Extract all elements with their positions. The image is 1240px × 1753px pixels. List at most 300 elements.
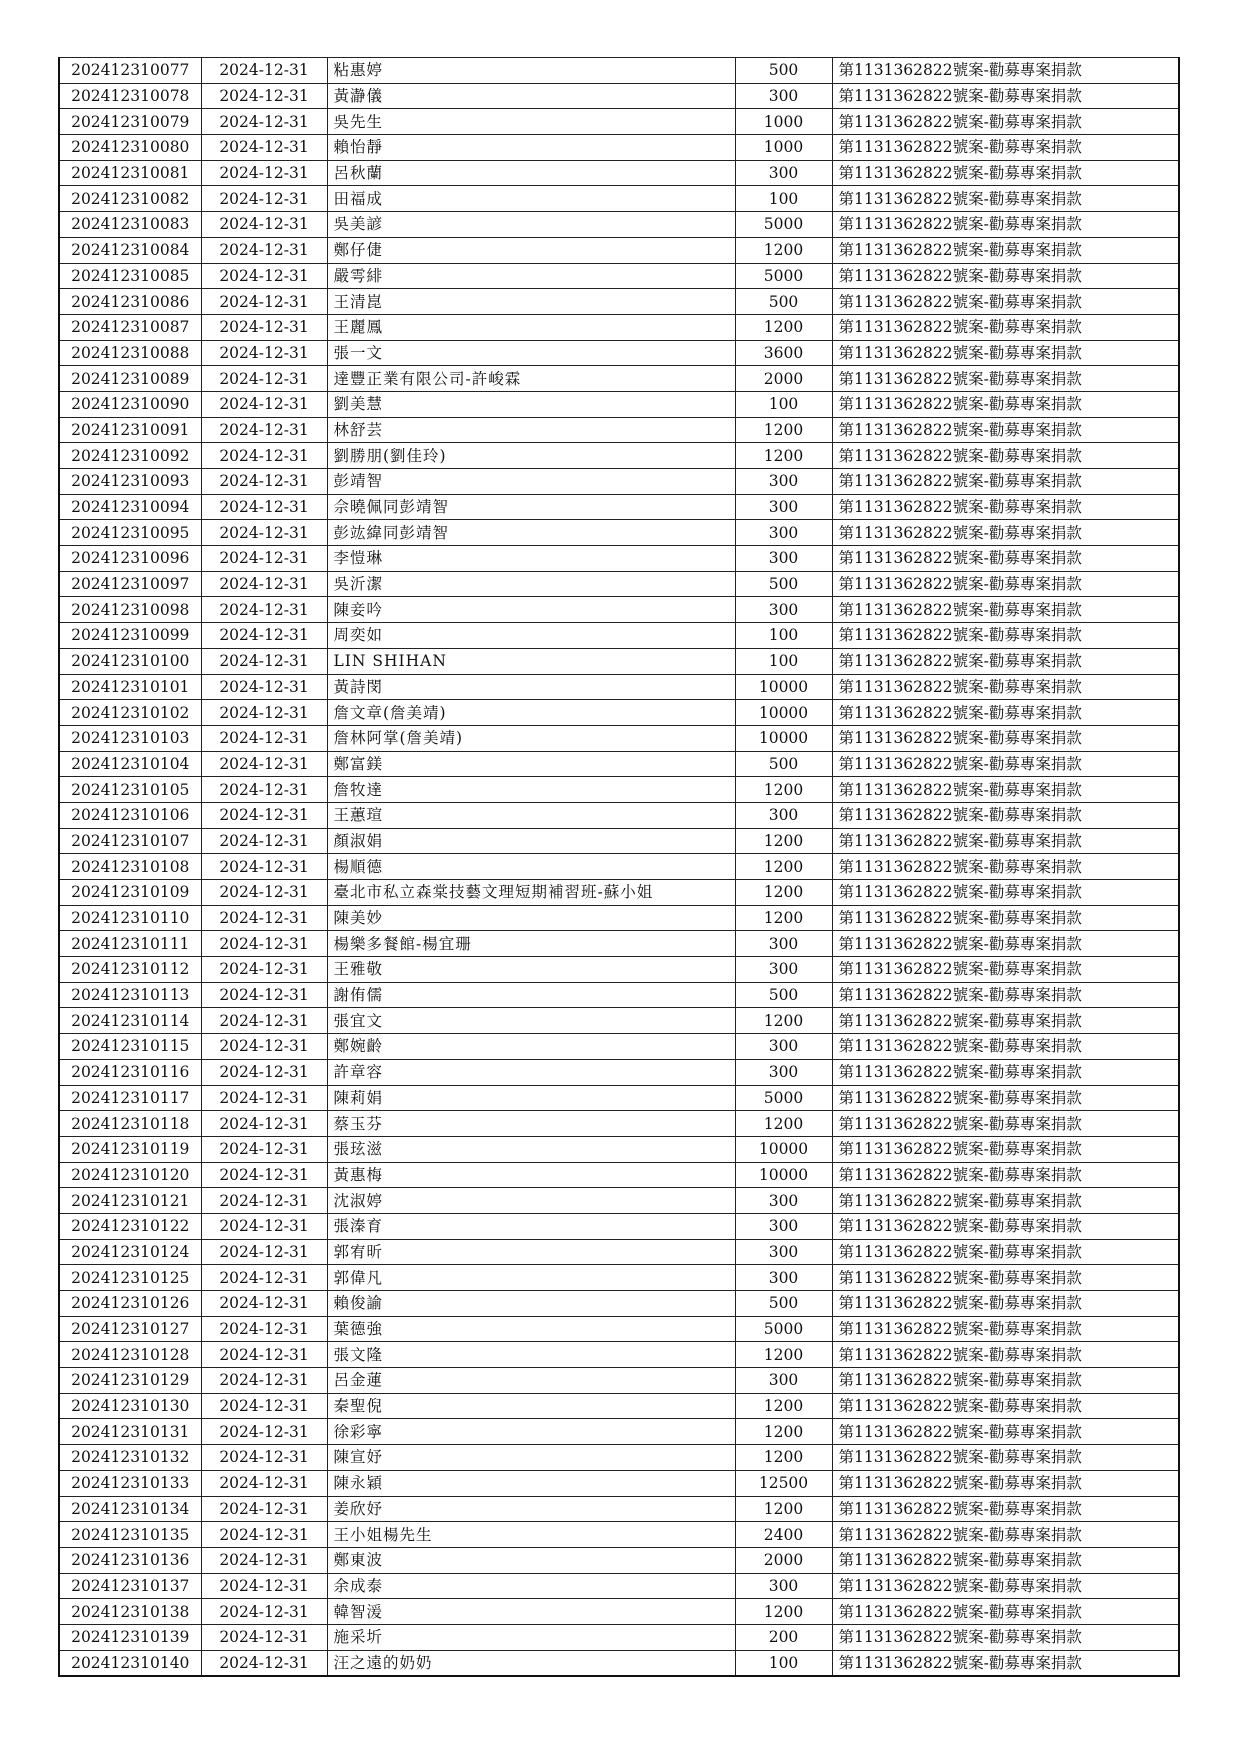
purpose-cell: 第1131362822號案-勸募專案捐款 bbox=[832, 828, 1179, 854]
amount-cell: 300 bbox=[735, 1265, 832, 1291]
donor-name-cell: 黃詩閔 bbox=[327, 674, 735, 700]
donation-date-cell: 2024-12-31 bbox=[201, 725, 327, 751]
purpose-cell: 第1131362822號案-勸募專案捐款 bbox=[832, 880, 1179, 906]
purpose-cell: 第1131362822號案-勸募專案捐款 bbox=[832, 931, 1179, 957]
amount-cell: 300 bbox=[735, 83, 832, 109]
amount-cell: 300 bbox=[735, 1034, 832, 1060]
amount-cell: 1200 bbox=[735, 1445, 832, 1471]
receipt-number-cell: 202412310104 bbox=[59, 751, 201, 777]
donation-date-cell: 2024-12-31 bbox=[201, 854, 327, 880]
purpose-cell: 第1131362822號案-勸募專案捐款 bbox=[832, 1213, 1179, 1239]
receipt-number-cell: 202412310124 bbox=[59, 1239, 201, 1265]
amount-cell: 300 bbox=[735, 597, 832, 623]
table-row bbox=[59, 648, 1179, 674]
amount-cell: 10000 bbox=[735, 700, 832, 726]
donation-date-cell: 2024-12-31 bbox=[201, 623, 327, 649]
amount-cell: 1200 bbox=[735, 443, 832, 469]
amount-cell: 1200 bbox=[735, 1342, 832, 1368]
donation-date-cell: 2024-12-31 bbox=[201, 1368, 327, 1394]
receipt-number-cell: 202412310096 bbox=[59, 546, 201, 572]
receipt-number-cell: 202412310125 bbox=[59, 1265, 201, 1291]
donation-date-cell: 2024-12-31 bbox=[201, 1136, 327, 1162]
donation-date-cell: 2024-12-31 bbox=[201, 1162, 327, 1188]
donor-name-cell: 鄭仔倢 bbox=[327, 237, 735, 263]
purpose-cell: 第1131362822號案-勸募專案捐款 bbox=[832, 1162, 1179, 1188]
purpose-cell: 第1131362822號案-勸募專案捐款 bbox=[832, 1419, 1179, 1445]
donor-name-cell: 劉美慧 bbox=[327, 391, 735, 417]
donor-name-cell: 陳宣妤 bbox=[327, 1445, 735, 1471]
donation-date-cell: 2024-12-31 bbox=[201, 1599, 327, 1625]
table-row bbox=[59, 982, 1179, 1008]
donor-name-cell: 姜欣妤 bbox=[327, 1496, 735, 1522]
donation-date-cell: 2024-12-31 bbox=[201, 1650, 327, 1676]
receipt-number-cell: 202412310112 bbox=[59, 957, 201, 983]
purpose-cell: 第1131362822號案-勸募專案捐款 bbox=[832, 854, 1179, 880]
table-body bbox=[59, 58, 1179, 1677]
table-row bbox=[59, 391, 1179, 417]
donor-name-cell: 汪之遠的奶奶 bbox=[327, 1650, 735, 1676]
purpose-cell: 第1131362822號案-勸募專案捐款 bbox=[832, 391, 1179, 417]
donor-name-cell: 吳沂潔 bbox=[327, 571, 735, 597]
purpose-cell: 第1131362822號案-勸募專案捐款 bbox=[832, 263, 1179, 289]
table-row bbox=[59, 1573, 1179, 1599]
donation-date-cell: 2024-12-31 bbox=[201, 520, 327, 546]
receipt-number-cell: 202412310082 bbox=[59, 186, 201, 212]
receipt-number-cell: 202412310111 bbox=[59, 931, 201, 957]
table-row bbox=[59, 1059, 1179, 1085]
amount-cell: 10000 bbox=[735, 1162, 832, 1188]
amount-cell: 1200 bbox=[735, 854, 832, 880]
donation-date-cell: 2024-12-31 bbox=[201, 109, 327, 135]
amount-cell: 1200 bbox=[735, 905, 832, 931]
donor-name-cell: 陳永穎 bbox=[327, 1470, 735, 1496]
receipt-number-cell: 202412310126 bbox=[59, 1291, 201, 1317]
amount-cell: 300 bbox=[735, 1573, 832, 1599]
table-row bbox=[59, 1393, 1179, 1419]
amount-cell: 1200 bbox=[735, 1111, 832, 1137]
purpose-cell: 第1131362822號案-勸募專案捐款 bbox=[832, 1470, 1179, 1496]
donation-date-cell: 2024-12-31 bbox=[201, 263, 327, 289]
donor-name-cell: 嚴雩緋 bbox=[327, 263, 735, 289]
receipt-number-cell: 202412310122 bbox=[59, 1213, 201, 1239]
amount-cell: 1200 bbox=[735, 1393, 832, 1419]
donation-date-cell: 2024-12-31 bbox=[201, 751, 327, 777]
purpose-cell: 第1131362822號案-勸募專案捐款 bbox=[832, 186, 1179, 212]
receipt-number-cell: 202412310100 bbox=[59, 648, 201, 674]
donation-date-cell: 2024-12-31 bbox=[201, 135, 327, 161]
purpose-cell: 第1131362822號案-勸募專案捐款 bbox=[832, 1573, 1179, 1599]
donor-name-cell: 鄭富鎂 bbox=[327, 751, 735, 777]
table-row bbox=[59, 1650, 1179, 1676]
amount-cell: 300 bbox=[735, 1213, 832, 1239]
donation-date-cell: 2024-12-31 bbox=[201, 1059, 327, 1085]
table-row bbox=[59, 623, 1179, 649]
purpose-cell: 第1131362822號案-勸募專案捐款 bbox=[832, 546, 1179, 572]
table-row bbox=[59, 1445, 1179, 1471]
purpose-cell: 第1131362822號案-勸募專案捐款 bbox=[832, 623, 1179, 649]
table-row bbox=[59, 1239, 1179, 1265]
purpose-cell: 第1131362822號案-勸募專案捐款 bbox=[832, 777, 1179, 803]
receipt-number-cell: 202412310119 bbox=[59, 1136, 201, 1162]
donation-ledger bbox=[58, 57, 1180, 1677]
table-row bbox=[59, 109, 1179, 135]
donor-name-cell: 許章容 bbox=[327, 1059, 735, 1085]
amount-cell: 1200 bbox=[735, 1496, 832, 1522]
receipt-number-cell: 202412310077 bbox=[59, 58, 201, 84]
purpose-cell: 第1131362822號案-勸募專案捐款 bbox=[832, 1599, 1179, 1625]
table-row bbox=[59, 777, 1179, 803]
donation-date-cell: 2024-12-31 bbox=[201, 1188, 327, 1214]
donation-date-cell: 2024-12-31 bbox=[201, 186, 327, 212]
receipt-number-cell: 202412310118 bbox=[59, 1111, 201, 1137]
purpose-cell: 第1131362822號案-勸募專案捐款 bbox=[832, 957, 1179, 983]
donor-name-cell: 賴俊諭 bbox=[327, 1291, 735, 1317]
donation-date-cell: 2024-12-31 bbox=[201, 391, 327, 417]
donation-date-cell: 2024-12-31 bbox=[201, 469, 327, 495]
donor-name-cell: 張文隆 bbox=[327, 1342, 735, 1368]
table-row bbox=[59, 1522, 1179, 1548]
donation-date-cell: 2024-12-31 bbox=[201, 1445, 327, 1471]
receipt-number-cell: 202412310110 bbox=[59, 905, 201, 931]
table-row bbox=[59, 1213, 1179, 1239]
table-row bbox=[59, 494, 1179, 520]
donation-date-cell: 2024-12-31 bbox=[201, 289, 327, 315]
purpose-cell: 第1131362822號案-勸募專案捐款 bbox=[832, 1034, 1179, 1060]
amount-cell: 100 bbox=[735, 186, 832, 212]
purpose-cell: 第1131362822號案-勸募專案捐款 bbox=[832, 1111, 1179, 1137]
donor-name-cell: 王小姐楊先生 bbox=[327, 1522, 735, 1548]
donor-name-cell: 施采圻 bbox=[327, 1624, 735, 1650]
amount-cell: 500 bbox=[735, 751, 832, 777]
purpose-cell: 第1131362822號案-勸募專案捐款 bbox=[832, 417, 1179, 443]
table-row bbox=[59, 1496, 1179, 1522]
donor-name-cell: 秦聖倪 bbox=[327, 1393, 735, 1419]
purpose-cell: 第1131362822號案-勸募專案捐款 bbox=[832, 340, 1179, 366]
donor-name-cell: 王蕙瑄 bbox=[327, 802, 735, 828]
purpose-cell: 第1131362822號案-勸募專案捐款 bbox=[832, 982, 1179, 1008]
donation-date-cell: 2024-12-31 bbox=[201, 700, 327, 726]
donor-name-cell: 葉德強 bbox=[327, 1316, 735, 1342]
donation-date-cell: 2024-12-31 bbox=[201, 1291, 327, 1317]
donation-date-cell: 2024-12-31 bbox=[201, 1085, 327, 1111]
donation-date-cell: 2024-12-31 bbox=[201, 546, 327, 572]
purpose-cell: 第1131362822號案-勸募專案捐款 bbox=[832, 802, 1179, 828]
receipt-number-cell: 202412310136 bbox=[59, 1547, 201, 1573]
donation-date-cell: 2024-12-31 bbox=[201, 1624, 327, 1650]
purpose-cell: 第1131362822號案-勸募專案捐款 bbox=[832, 1316, 1179, 1342]
donation-date-cell: 2024-12-31 bbox=[201, 982, 327, 1008]
receipt-number-cell: 202412310114 bbox=[59, 1008, 201, 1034]
amount-cell: 1200 bbox=[735, 1008, 832, 1034]
purpose-cell: 第1131362822號案-勸募專案捐款 bbox=[832, 1188, 1179, 1214]
donor-name-cell: 鄭東波 bbox=[327, 1547, 735, 1573]
amount-cell: 500 bbox=[735, 58, 832, 84]
table-row bbox=[59, 1034, 1179, 1060]
amount-cell: 100 bbox=[735, 623, 832, 649]
receipt-number-cell: 202412310099 bbox=[59, 623, 201, 649]
table-row bbox=[59, 263, 1179, 289]
receipt-number-cell: 202412310116 bbox=[59, 1059, 201, 1085]
receipt-number-cell: 202412310093 bbox=[59, 469, 201, 495]
table-row bbox=[59, 1419, 1179, 1445]
donor-name-cell: 郭偉凡 bbox=[327, 1265, 735, 1291]
purpose-cell: 第1131362822號案-勸募專案捐款 bbox=[832, 1085, 1179, 1111]
amount-cell: 2000 bbox=[735, 366, 832, 392]
table-row bbox=[59, 1111, 1179, 1137]
table-row bbox=[59, 1188, 1179, 1214]
donor-name-cell: 張溱育 bbox=[327, 1213, 735, 1239]
donation-date-cell: 2024-12-31 bbox=[201, 1008, 327, 1034]
receipt-number-cell: 202412310101 bbox=[59, 674, 201, 700]
donation-date-cell: 2024-12-31 bbox=[201, 880, 327, 906]
receipt-number-cell: 202412310140 bbox=[59, 1650, 201, 1676]
donor-name-cell: 陳美妙 bbox=[327, 905, 735, 931]
donation-date-cell: 2024-12-31 bbox=[201, 1239, 327, 1265]
receipt-number-cell: 202412310102 bbox=[59, 700, 201, 726]
donation-date-cell: 2024-12-31 bbox=[201, 1316, 327, 1342]
purpose-cell: 第1131362822號案-勸募專案捐款 bbox=[832, 83, 1179, 109]
donation-date-cell: 2024-12-31 bbox=[201, 1470, 327, 1496]
donation-date-cell: 2024-12-31 bbox=[201, 366, 327, 392]
amount-cell: 300 bbox=[735, 957, 832, 983]
donation-date-cell: 2024-12-31 bbox=[201, 777, 327, 803]
table-row bbox=[59, 1599, 1179, 1625]
table-row bbox=[59, 160, 1179, 186]
donor-name-cell: 詹林阿掌(詹美靖) bbox=[327, 725, 735, 751]
donation-date-cell: 2024-12-31 bbox=[201, 957, 327, 983]
donor-name-cell: 謝侑儒 bbox=[327, 982, 735, 1008]
table-row bbox=[59, 83, 1179, 109]
donation-date-cell: 2024-12-31 bbox=[201, 160, 327, 186]
donation-date-cell: 2024-12-31 bbox=[201, 905, 327, 931]
table-row bbox=[59, 905, 1179, 931]
amount-cell: 200 bbox=[735, 1624, 832, 1650]
donor-name-cell: 彭竑緯同彭靖智 bbox=[327, 520, 735, 546]
table-row bbox=[59, 880, 1179, 906]
purpose-cell: 第1131362822號案-勸募專案捐款 bbox=[832, 109, 1179, 135]
amount-cell: 3600 bbox=[735, 340, 832, 366]
purpose-cell: 第1131362822號案-勸募專案捐款 bbox=[832, 1650, 1179, 1676]
donor-name-cell: LIN SHIHAN bbox=[327, 648, 735, 674]
table-row bbox=[59, 854, 1179, 880]
donor-name-cell: 黃惠梅 bbox=[327, 1162, 735, 1188]
donation-date-cell: 2024-12-31 bbox=[201, 802, 327, 828]
receipt-number-cell: 202412310094 bbox=[59, 494, 201, 520]
receipt-number-cell: 202412310084 bbox=[59, 237, 201, 263]
table-row bbox=[59, 571, 1179, 597]
donation-date-cell: 2024-12-31 bbox=[201, 571, 327, 597]
receipt-number-cell: 202412310079 bbox=[59, 109, 201, 135]
donor-name-cell: 劉勝朋(劉佳玲) bbox=[327, 443, 735, 469]
amount-cell: 300 bbox=[735, 1368, 832, 1394]
table-row bbox=[59, 957, 1179, 983]
donor-name-cell: 徐彩寧 bbox=[327, 1419, 735, 1445]
donation-date-cell: 2024-12-31 bbox=[201, 237, 327, 263]
amount-cell: 1200 bbox=[735, 314, 832, 340]
donation-date-cell: 2024-12-31 bbox=[201, 494, 327, 520]
donation-date-cell: 2024-12-31 bbox=[201, 1034, 327, 1060]
donation-date-cell: 2024-12-31 bbox=[201, 1419, 327, 1445]
table-row bbox=[59, 1547, 1179, 1573]
donation-date-cell: 2024-12-31 bbox=[201, 931, 327, 957]
donor-name-cell: 吳美諺 bbox=[327, 212, 735, 238]
receipt-number-cell: 202412310132 bbox=[59, 1445, 201, 1471]
donation-date-cell: 2024-12-31 bbox=[201, 1393, 327, 1419]
table-row bbox=[59, 340, 1179, 366]
donor-name-cell: 沈淑婷 bbox=[327, 1188, 735, 1214]
table-row bbox=[59, 597, 1179, 623]
donation-date-cell: 2024-12-31 bbox=[201, 443, 327, 469]
table-row bbox=[59, 417, 1179, 443]
receipt-number-cell: 202412310080 bbox=[59, 135, 201, 161]
purpose-cell: 第1131362822號案-勸募專案捐款 bbox=[832, 1136, 1179, 1162]
donor-name-cell: 楊順德 bbox=[327, 854, 735, 880]
amount-cell: 1000 bbox=[735, 109, 832, 135]
purpose-cell: 第1131362822號案-勸募專案捐款 bbox=[832, 520, 1179, 546]
receipt-number-cell: 202412310117 bbox=[59, 1085, 201, 1111]
donation-date-cell: 2024-12-31 bbox=[201, 1265, 327, 1291]
donor-name-cell: 韓智湲 bbox=[327, 1599, 735, 1625]
receipt-number-cell: 202412310090 bbox=[59, 391, 201, 417]
purpose-cell: 第1131362822號案-勸募專案捐款 bbox=[832, 314, 1179, 340]
purpose-cell: 第1131362822號案-勸募專案捐款 bbox=[832, 571, 1179, 597]
donation-date-cell: 2024-12-31 bbox=[201, 417, 327, 443]
purpose-cell: 第1131362822號案-勸募專案捐款 bbox=[832, 751, 1179, 777]
purpose-cell: 第1131362822號案-勸募專案捐款 bbox=[832, 648, 1179, 674]
purpose-cell: 第1131362822號案-勸募專案捐款 bbox=[832, 1522, 1179, 1548]
purpose-cell: 第1131362822號案-勸募專案捐款 bbox=[832, 135, 1179, 161]
purpose-cell: 第1131362822號案-勸募專案捐款 bbox=[832, 1265, 1179, 1291]
donor-name-cell: 郭宥昕 bbox=[327, 1239, 735, 1265]
receipt-number-cell: 202412310088 bbox=[59, 340, 201, 366]
donor-name-cell: 王雅敬 bbox=[327, 957, 735, 983]
donor-name-cell: 張一文 bbox=[327, 340, 735, 366]
receipt-number-cell: 202412310121 bbox=[59, 1188, 201, 1214]
receipt-number-cell: 202412310138 bbox=[59, 1599, 201, 1625]
receipt-number-cell: 202412310085 bbox=[59, 263, 201, 289]
table-row bbox=[59, 802, 1179, 828]
receipt-number-cell: 202412310133 bbox=[59, 1470, 201, 1496]
amount-cell: 300 bbox=[735, 1059, 832, 1085]
receipt-number-cell: 202412310109 bbox=[59, 880, 201, 906]
purpose-cell: 第1131362822號案-勸募專案捐款 bbox=[832, 1291, 1179, 1317]
receipt-number-cell: 202412310098 bbox=[59, 597, 201, 623]
purpose-cell: 第1131362822號案-勸募專案捐款 bbox=[832, 725, 1179, 751]
purpose-cell: 第1131362822號案-勸募專案捐款 bbox=[832, 1239, 1179, 1265]
amount-cell: 1200 bbox=[735, 1599, 832, 1625]
purpose-cell: 第1131362822號案-勸募專案捐款 bbox=[832, 1008, 1179, 1034]
amount-cell: 300 bbox=[735, 494, 832, 520]
receipt-number-cell: 202412310091 bbox=[59, 417, 201, 443]
table-row bbox=[59, 520, 1179, 546]
table-row bbox=[59, 1162, 1179, 1188]
donation-date-cell: 2024-12-31 bbox=[201, 828, 327, 854]
receipt-number-cell: 202412310086 bbox=[59, 289, 201, 315]
purpose-cell: 第1131362822號案-勸募專案捐款 bbox=[832, 597, 1179, 623]
donor-name-cell: 周奕如 bbox=[327, 623, 735, 649]
table-row bbox=[59, 1265, 1179, 1291]
donation-date-cell: 2024-12-31 bbox=[201, 58, 327, 84]
amount-cell: 300 bbox=[735, 931, 832, 957]
table-row bbox=[59, 212, 1179, 238]
donor-name-cell: 黃瀞儀 bbox=[327, 83, 735, 109]
amount-cell: 500 bbox=[735, 982, 832, 1008]
donor-name-cell: 吳先生 bbox=[327, 109, 735, 135]
table-row bbox=[59, 314, 1179, 340]
donation-date-cell: 2024-12-31 bbox=[201, 212, 327, 238]
donor-name-cell: 詹牧達 bbox=[327, 777, 735, 803]
receipt-number-cell: 202412310106 bbox=[59, 802, 201, 828]
table-row bbox=[59, 1368, 1179, 1394]
purpose-cell: 第1131362822號案-勸募專案捐款 bbox=[832, 237, 1179, 263]
amount-cell: 12500 bbox=[735, 1470, 832, 1496]
amount-cell: 1200 bbox=[735, 1419, 832, 1445]
receipt-number-cell: 202412310089 bbox=[59, 366, 201, 392]
donor-name-cell: 顏淑娟 bbox=[327, 828, 735, 854]
donation-date-cell: 2024-12-31 bbox=[201, 340, 327, 366]
donation-date-cell: 2024-12-31 bbox=[201, 674, 327, 700]
amount-cell: 1200 bbox=[735, 237, 832, 263]
purpose-cell: 第1131362822號案-勸募專案捐款 bbox=[832, 1624, 1179, 1650]
table-row bbox=[59, 828, 1179, 854]
receipt-number-cell: 202412310087 bbox=[59, 314, 201, 340]
receipt-number-cell: 202412310095 bbox=[59, 520, 201, 546]
donor-name-cell: 陳妾吟 bbox=[327, 597, 735, 623]
purpose-cell: 第1131362822號案-勸募專案捐款 bbox=[832, 289, 1179, 315]
table-row bbox=[59, 366, 1179, 392]
purpose-cell: 第1131362822號案-勸募專案捐款 bbox=[832, 1342, 1179, 1368]
purpose-cell: 第1131362822號案-勸募專案捐款 bbox=[832, 674, 1179, 700]
receipt-number-cell: 202412310128 bbox=[59, 1342, 201, 1368]
donation-date-cell: 2024-12-31 bbox=[201, 1342, 327, 1368]
receipt-number-cell: 202412310131 bbox=[59, 1419, 201, 1445]
table-row bbox=[59, 1470, 1179, 1496]
amount-cell: 100 bbox=[735, 648, 832, 674]
amount-cell: 1000 bbox=[735, 135, 832, 161]
receipt-number-cell: 202412310108 bbox=[59, 854, 201, 880]
purpose-cell: 第1131362822號案-勸募專案捐款 bbox=[832, 1393, 1179, 1419]
donor-name-cell: 呂金蓮 bbox=[327, 1368, 735, 1394]
donation-date-cell: 2024-12-31 bbox=[201, 1547, 327, 1573]
receipt-number-cell: 202412310097 bbox=[59, 571, 201, 597]
table-row bbox=[59, 674, 1179, 700]
purpose-cell: 第1131362822號案-勸募專案捐款 bbox=[832, 469, 1179, 495]
amount-cell: 2000 bbox=[735, 1547, 832, 1573]
amount-cell: 300 bbox=[735, 802, 832, 828]
table-row bbox=[59, 1342, 1179, 1368]
table-row bbox=[59, 186, 1179, 212]
table-row bbox=[59, 725, 1179, 751]
purpose-cell: 第1131362822號案-勸募專案捐款 bbox=[832, 443, 1179, 469]
amount-cell: 100 bbox=[735, 391, 832, 417]
purpose-cell: 第1131362822號案-勸募專案捐款 bbox=[832, 700, 1179, 726]
donation-date-cell: 2024-12-31 bbox=[201, 314, 327, 340]
table-row bbox=[59, 700, 1179, 726]
amount-cell: 1200 bbox=[735, 828, 832, 854]
donation-date-cell: 2024-12-31 bbox=[201, 1573, 327, 1599]
amount-cell: 1200 bbox=[735, 880, 832, 906]
donation-date-cell: 2024-12-31 bbox=[201, 83, 327, 109]
donor-name-cell: 田福成 bbox=[327, 186, 735, 212]
table-row bbox=[59, 58, 1179, 84]
amount-cell: 5000 bbox=[735, 263, 832, 289]
donor-name-cell: 陳莉娟 bbox=[327, 1085, 735, 1111]
donor-name-cell: 臺北市私立森棠技藝文理短期補習班-蘇小姐 bbox=[327, 880, 735, 906]
donor-name-cell: 鄭婉齡 bbox=[327, 1034, 735, 1060]
amount-cell: 1200 bbox=[735, 777, 832, 803]
purpose-cell: 第1131362822號案-勸募專案捐款 bbox=[832, 1445, 1179, 1471]
table-row bbox=[59, 1136, 1179, 1162]
